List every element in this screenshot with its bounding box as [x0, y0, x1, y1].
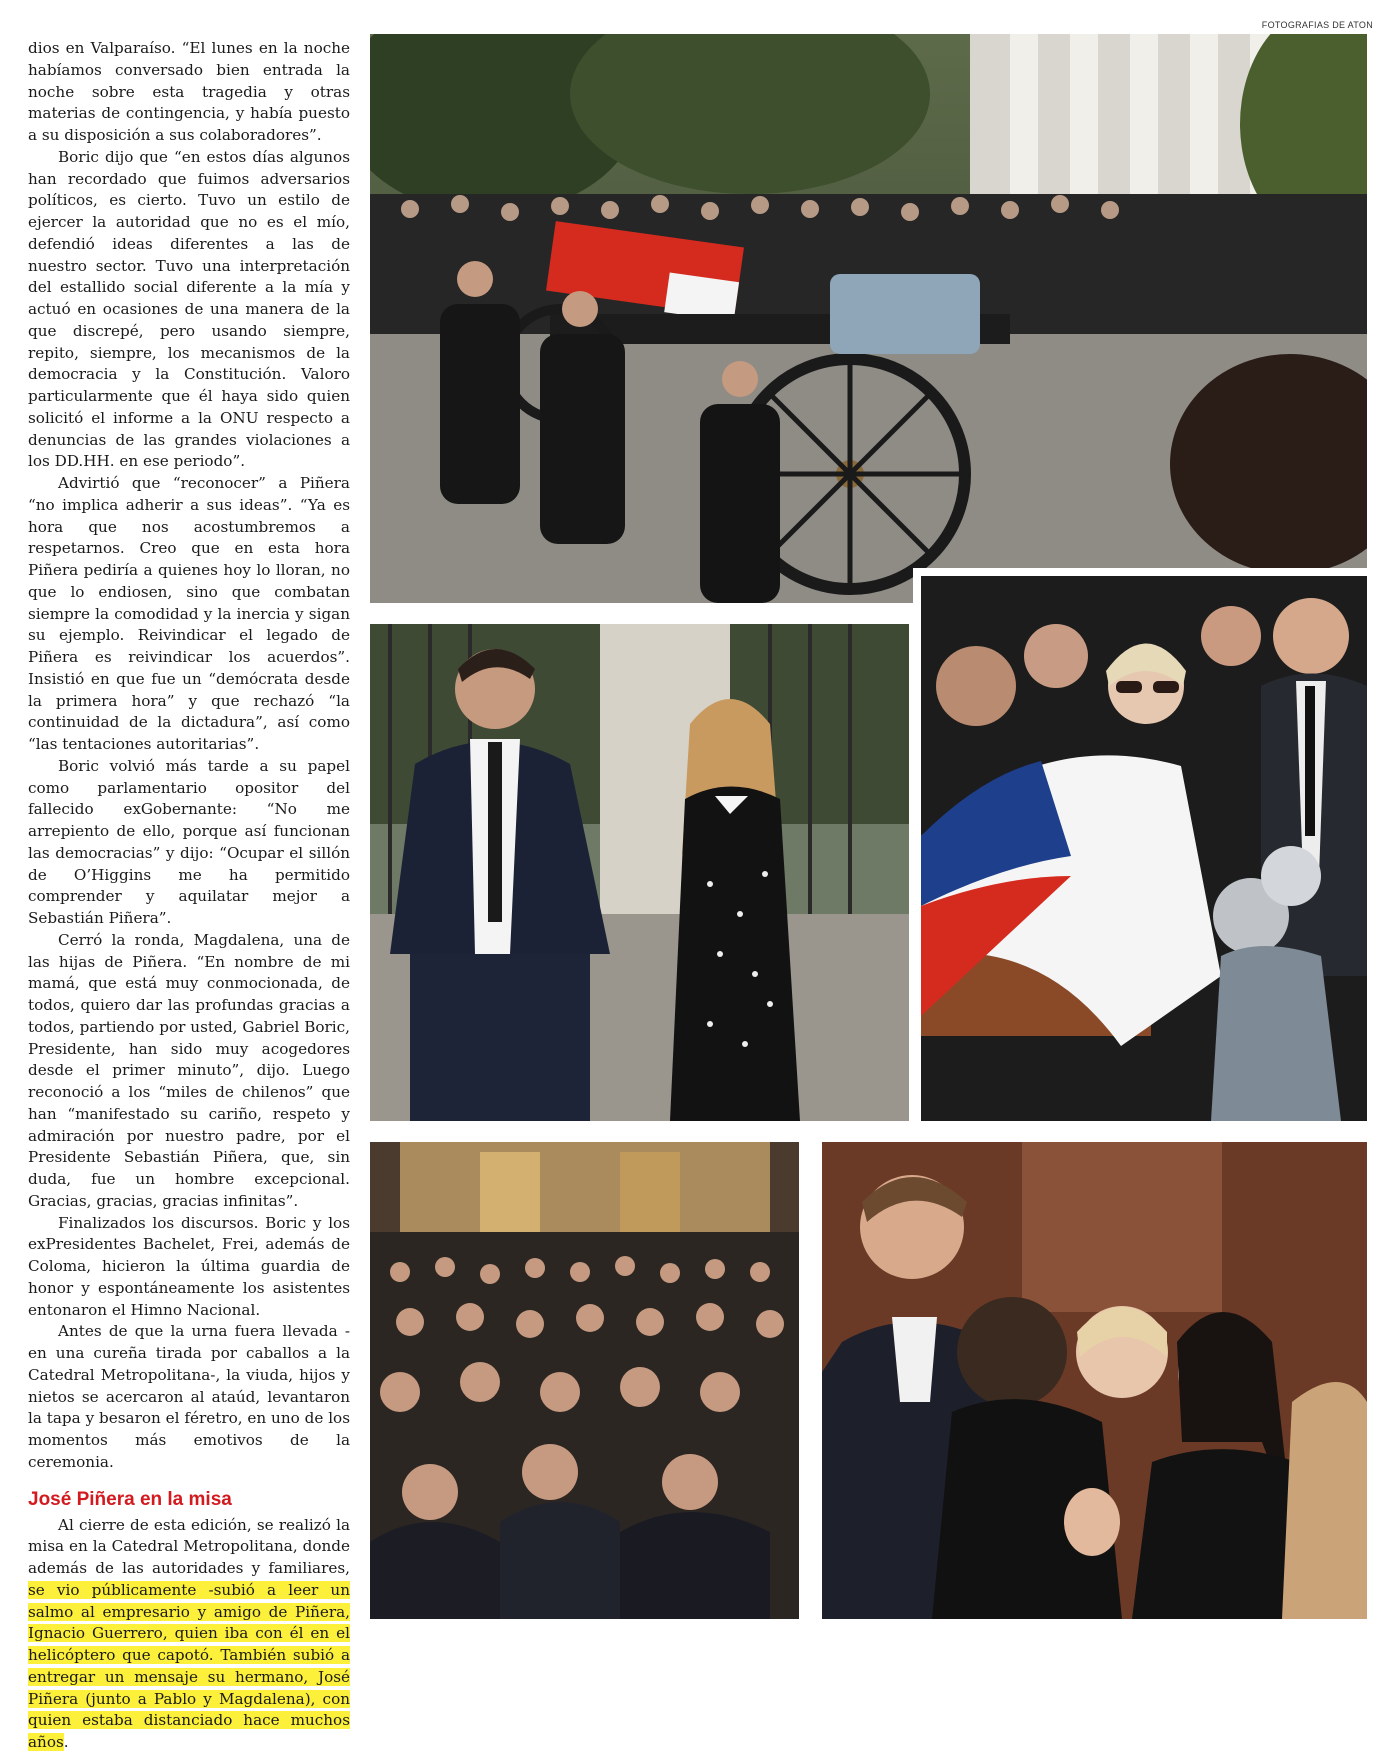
photo-family-embrace — [822, 1142, 1367, 1619]
photo-couple-walking — [370, 624, 909, 1121]
paragraph-8 — [28, 1515, 350, 1754]
paragraph-2: Boric dijo que “en estos días algunos han recordado que fuimos adversarios políticos, es cierto. Tuvo un estilo de ejercer la autoridad que no es el mío, defendió ideas diferentes a las de nuestro sector. Tuvo una interpretación del estallido social diferente a la mía y actuó en ocasiones de una manera de la que discrepé, pero usando siempre, repito, siempre, los mecanismos de la democracia y la Constitución. Valoro particularmente que él haya sido quien solicitó el informe a la ONU respecto a denuncias de las grandes violaciones a los DD.HH. en ese periodo”. — [28, 147, 350, 471]
paragraph-3: Advirtió que “reconocer” a Piñera “no implica adherir a sus ideas”. “Ya es hora que nos acostumbremos a respetarnos. Creo que en esta hora Piñera pediría a quienes hoy lo lloran, no que lo endiosen, sino que combatan siempre la comodidad y la inercia y sigan su ejemplo. Reivindicar el legado de Piñera es reivindicar los acuerdos”. Insistió en que fue un “demócrata desde la primera hora” y que rechazó “la continuidad de la dictadura”, así como “las tentaciones autoritarias”. — [28, 474, 350, 753]
photo-credit: FOTOGRAFIAS DE ATON — [1261, 20, 1373, 30]
highlighted-text: se vio públicamente -subió a leer un salmo al empresario y amigo de Piñera, Ignacio Guerrero, quien iba con él en el helicóptero que capotó. También subió a entregar un mensaje su hermano, José Piñera (junto a Pablo y Magdalena), con quien estaba distanciado hace muchos años — [28, 1580, 350, 1751]
paragraph-8-plain: Al cierre de esta edición, se realizó la misa en la Catedral Metropolitana, donde además de las autoridades y familiares, — [28, 1515, 350, 1577]
section-subhead: José Piñera en la misa — [28, 1488, 232, 1510]
photo-cathedral-mass — [370, 1142, 799, 1619]
paragraph-1: dios en Valparaíso. “El lunes en la noche habíamos conversado bien entrada la noche sobre esta tragedia y otras materias de contingencia, y había puesto a su disposición a sus colaboradores”. — [28, 39, 350, 144]
article-column — [28, 38, 350, 1754]
paragraph-4: Boric volvió más tarde a su papel como parlamentario opositor del fallecido exGobernante: “No me arrepiento de ello, porque así funcionan las democracias” y dijo: “Ocupar el sillón de O’Higgins me ha permitido comprender y aquilatar mejor a Sebastián Piñera”. — [28, 756, 350, 927]
paragraph-6: Finalizados los discursos. Boric y los exPresidentes Bachelet, Frei, además de Coloma, hicieron la última guardia de honor y espontáneamente los asistentes entonaron el Himno Nacional. — [28, 1213, 350, 1319]
paragraph-8-end: . — [63, 1733, 69, 1751]
paragraph-5: Cerró la ronda, Magdalena, una de las hijas de Piñera. “En nombre de mi mamá, que está muy conmocionada, de todos, quiero dar las profundas gracias a todos, partiendo por usted, Gabriel Boric, Presidente, han sido muy acogedores desde el primer minuto”, dijo. Luego reconoció a los “miles de chilenos” que han “manifestado su cariño, respeto y admiración por nuestro padre, por el Presidente Sebastián Piñera, que, sin duda, fue un hombre excepcional. Gracias, gracias, gracias infinitas”. — [28, 930, 350, 1210]
photo-funeral-carriage — [370, 34, 1367, 603]
photo-coffin-flag — [921, 576, 1367, 1121]
paragraph-7: Antes de que la urna fuera llevada -en una cureña tirada por caballos a la Catedral Metropolitana-, la viuda, hijos y nietos se acercaron al ataúd, levantaron la tapa y besaron el féretro, en uno de los momentos más emotivos de la ceremonia. — [28, 1322, 350, 1471]
